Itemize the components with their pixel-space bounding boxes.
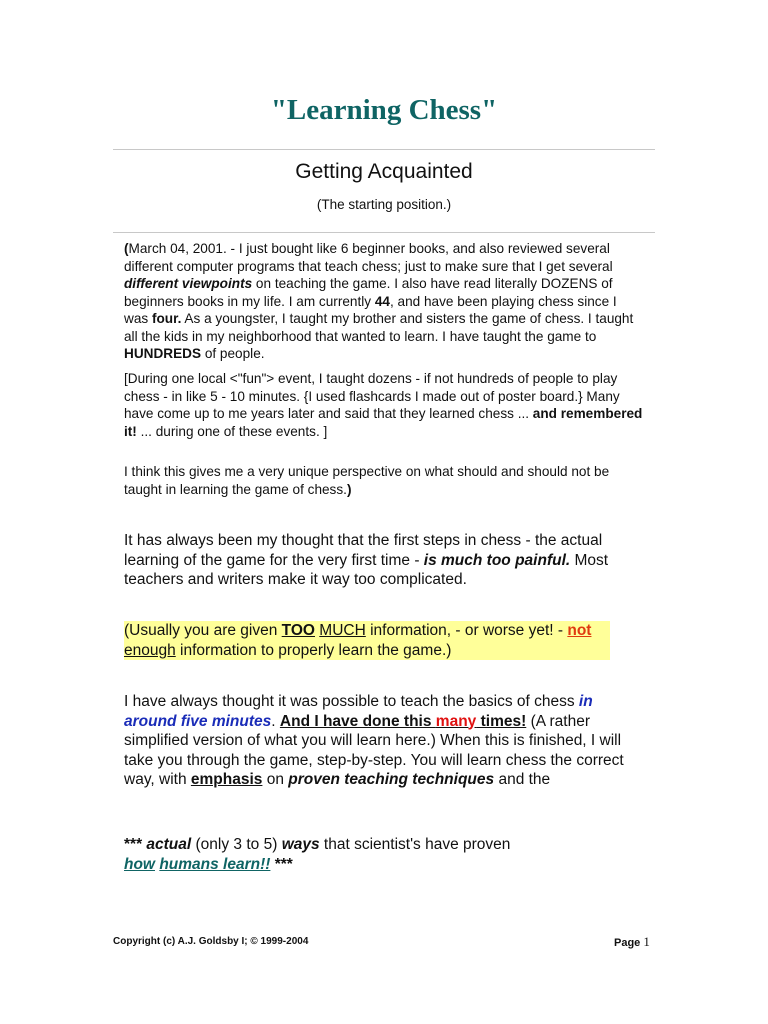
thought-text-1: It has always been my thought that the first steps in chess - the actual learning of the game for the very first time - [124,532,603,569]
different-viewpoints-emphasis: different viewpoints [124,276,253,291]
actual-emphasis: actual [146,836,192,853]
perspective-text: I think this gives me a very unique perspective on what should and should not be taught in learning the game of chess. [124,464,610,497]
heading-divider [113,232,655,233]
method-text-3: (A rather simplified version of what you will learn here.) When this is finished, I will take you through the game, step-by-step. You will learn chess the correct way, with [124,712,624,788]
close-paren: ) [346,481,352,497]
intro-text-3: , and have been playing chess since I was [124,293,617,326]
intro-text-1: March 04, 2001. - I just bought like 6 beginner books, and also reviewed several different computer programs that teach chess; just to make sure that I get several [124,241,613,274]
page-label: Page [614,937,641,949]
method-text-5: and the [494,771,551,788]
many-emphasis: many [435,712,477,730]
event-paragraph [124,370,644,440]
event-text-2: ... during one of these events. ] [136,423,328,439]
perspective-paragraph [124,463,644,498]
how-link[interactable]: how [124,855,155,873]
open-paren: ( [124,241,129,256]
stars-close: *** [270,855,293,873]
ways-paragraph [124,835,644,874]
section-heading: Getting Acquainted [295,160,473,183]
too-emphasis: TOO [281,622,315,639]
intro-paragraph [124,240,644,363]
event-text-1: [During one local <"fun"> event, I taught dozens - if not hundreds of people to play chess - in like 5 - 10 minutes. {I used flashcards I made out of poster board.} Many have come up to me years later and said that they learned chess ... [124,371,620,421]
highlighted-note [124,621,610,660]
enough-emphasis: enough [124,641,176,659]
note-text-2: information, - or worse yet! - [365,622,568,639]
thought-text-2: Most teachers and writers make it way too complicated. [124,551,609,588]
thought-paragraph [124,531,644,590]
done-many-times-emphasis [280,713,526,730]
painful-emphasis: is much too painful. [423,551,571,569]
title-divider [113,149,655,150]
remembered-emphasis: and remembered it! [124,406,643,439]
hundreds-emphasis: HUNDREDS [124,346,202,361]
four-emphasis: four. [151,311,182,326]
five-minutes-emphasis: in around five minutes [124,693,593,730]
done-text-b: times! [476,712,527,730]
method-text-2: . [271,712,280,730]
ways-text-1: (only 3 to 5) [191,836,282,853]
age-value: 44 [374,293,390,309]
copyright-notice: Copyright (c) A.J. Goldsby I; © 1999-2004 [113,936,309,947]
page-indicator [614,934,650,950]
techniques-emphasis: proven teaching techniques [288,771,495,788]
page-number: 1 [643,934,650,949]
not-emphasis: not [567,622,592,639]
method-paragraph [124,692,644,790]
intro-text-4: As a youngster, I taught my brother and sisters the game of chess. I taught all the kids in my neighborhood that wanted to learn. I have taught the game to [124,311,634,344]
note-text-1: (Usually you are given [124,622,282,639]
done-text-a: And I have done this [279,712,436,730]
stars-open: *** [124,836,147,853]
note-text-3: information to properly learn the game.) [175,641,452,659]
intro-text-5: of people. [201,346,265,361]
humans-learn-link[interactable]: humans learn!! [159,855,271,873]
document-title: "Learning Chess" [270,94,498,126]
ways-text-2: that scientist's have proven [319,836,511,853]
section-caption: (The starting position.) [316,197,452,212]
method-text-4: on [262,771,289,788]
much-emphasis: MUCH [319,622,366,639]
emphasis-word: emphasis [190,771,263,788]
intro-text-2: on teaching the game. I also have read literally DOZENS of beginners books in my life. I am currently [124,276,613,309]
ways-emphasis: ways [281,836,320,853]
method-text-1: I have always thought it was possible to teach the basics of chess [124,693,579,710]
